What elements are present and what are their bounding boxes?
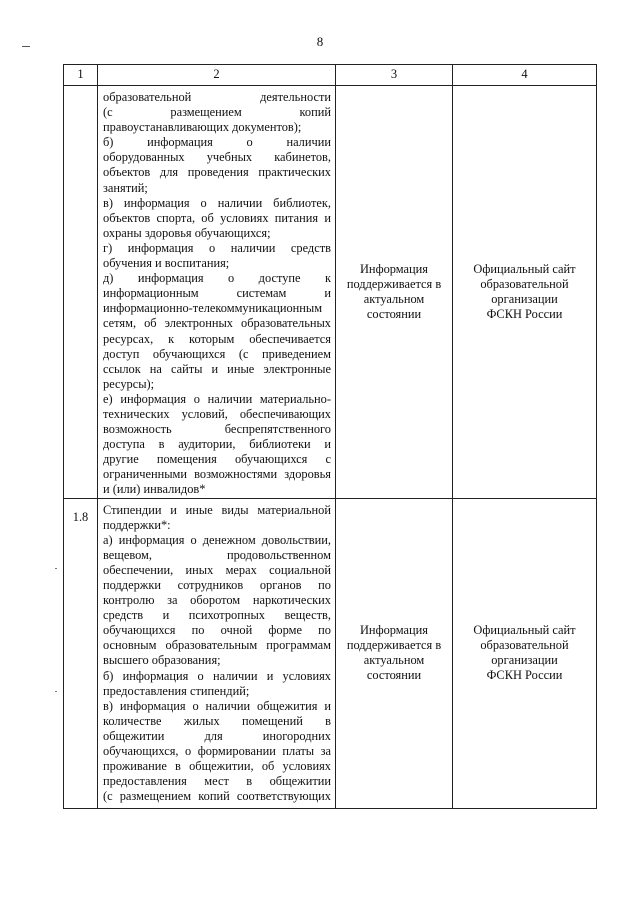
source-line: ФСКН России [486,668,563,683]
source-line: образовательной [480,276,569,291]
description-line: е) информация о наличии материально- [103,391,331,406]
description-line: в) информация о наличии библиотек, [103,195,331,210]
header-col-4: 4 [453,65,597,86]
description-line: общежитии для иногородних [103,728,331,743]
description-line: информационным системам и [103,286,331,301]
row-description [98,498,336,808]
source-line: образовательной [480,637,569,652]
source-line: Официальный сайт [473,261,576,276]
description-line: высшего образования; [103,653,221,668]
status-line: Информация [359,622,429,637]
row-source [453,498,597,808]
description-line: правоустанавливающих документов); [103,120,302,135]
description-line: (с размещением копий [103,105,331,120]
description-line: проживание в общежитии, об условиях [103,759,331,774]
description-line: охраны здоровья обучающихся; [103,225,271,240]
description-line: ссылок на сайты и иные электронные [103,361,331,376]
description-line: количестве жилых помещений в [103,713,331,728]
description-line: обучающихся по очной форме по [103,623,331,638]
description-line: другие помещения обучающихся с [103,452,331,467]
source-line: организации [491,653,558,668]
description-line: и (или) инвалидов* [103,482,206,497]
description-line: б) информация о наличии [103,135,331,150]
description-line: доступ обучающихся (с приведением [103,346,331,361]
description-line: обучения и воспитания; [103,256,230,271]
description-line: доступа в аудитории, библиотеки и [103,437,331,452]
description-line: предоставления мест в общежитии [103,774,331,789]
header-col-2: 2 [98,65,336,86]
source-line: организации [491,291,558,306]
description-line: контролю за оборотом наркотических [103,593,331,608]
description-line: обучающихся, о формировании платы за [103,744,331,759]
table-row [64,498,597,808]
header-col-3: 3 [336,65,453,86]
status-line: состоянии [366,306,422,321]
source-line: Официальный сайт [473,622,576,637]
description-line: средств и психотропных веществ, [103,608,331,623]
description-line: поддержки*: [103,517,171,532]
description-line: занятий; [103,180,148,195]
margin-dot [55,568,57,569]
status-line: Информация [359,261,429,276]
description-line: информационно-телекоммуникационным [103,301,323,316]
description-line: объектов для проведения практических [103,165,331,180]
row-description [98,86,336,499]
status-line: поддерживается в [346,637,442,652]
status-line: поддерживается в [346,276,442,291]
row-number: 1.8 [64,498,98,808]
row-number [64,86,98,499]
description-line: поддержки сотрудников органов по [103,578,331,592]
margin-dot [55,691,57,692]
description-line: а) информация о денежном довольствии, [103,532,331,547]
page-number: 8 [316,34,324,49]
description-line: (с размещением копий соответствующих [103,789,331,804]
row-status [336,498,453,808]
description-line: основным образовательным программам [103,638,331,653]
description-line: в) информация о наличии общежития и [103,698,331,713]
description-line: б) информация о наличии и условиях [103,668,331,683]
description-line: технических условий, обеспечивающих [103,406,331,421]
description-line: объектов спорта, об условиях питания и [103,210,331,225]
description-line: д) информация о доступе к [103,271,331,286]
description-line: обеспечении, иных мерах социальной [103,562,331,577]
description-line: ресурсы); [103,376,155,391]
table-row [64,86,597,499]
status-line: актуальном [363,653,425,668]
header-col-1: 1 [64,65,98,86]
row-source [453,86,597,499]
description-line: предоставления стипендий; [103,683,250,698]
description-line: возможность беспрепятственного [103,422,331,437]
row-status [336,86,453,499]
description-line: Стипендии и иные виды материальной [103,502,331,517]
description-line: сетям, об электронных образовательных [103,316,331,331]
description-line: вещевом, продовольственном [103,547,331,562]
description-line: г) информация о наличии средств [103,240,331,255]
status-line: актуальном [363,291,425,306]
table-header-row [64,65,597,86]
description-line: образовательной деятельности [103,90,331,104]
margin-mark [22,46,30,47]
description-line: ресурсах, к которым обеспечивается [103,331,331,346]
description-line: ограниченными возможностями здоровья [103,467,331,482]
requirements-table [63,64,597,809]
description-line: оборудованных учебных кабинетов, [103,150,331,165]
source-line: ФСКН России [486,306,563,321]
status-line: состоянии [366,668,422,683]
